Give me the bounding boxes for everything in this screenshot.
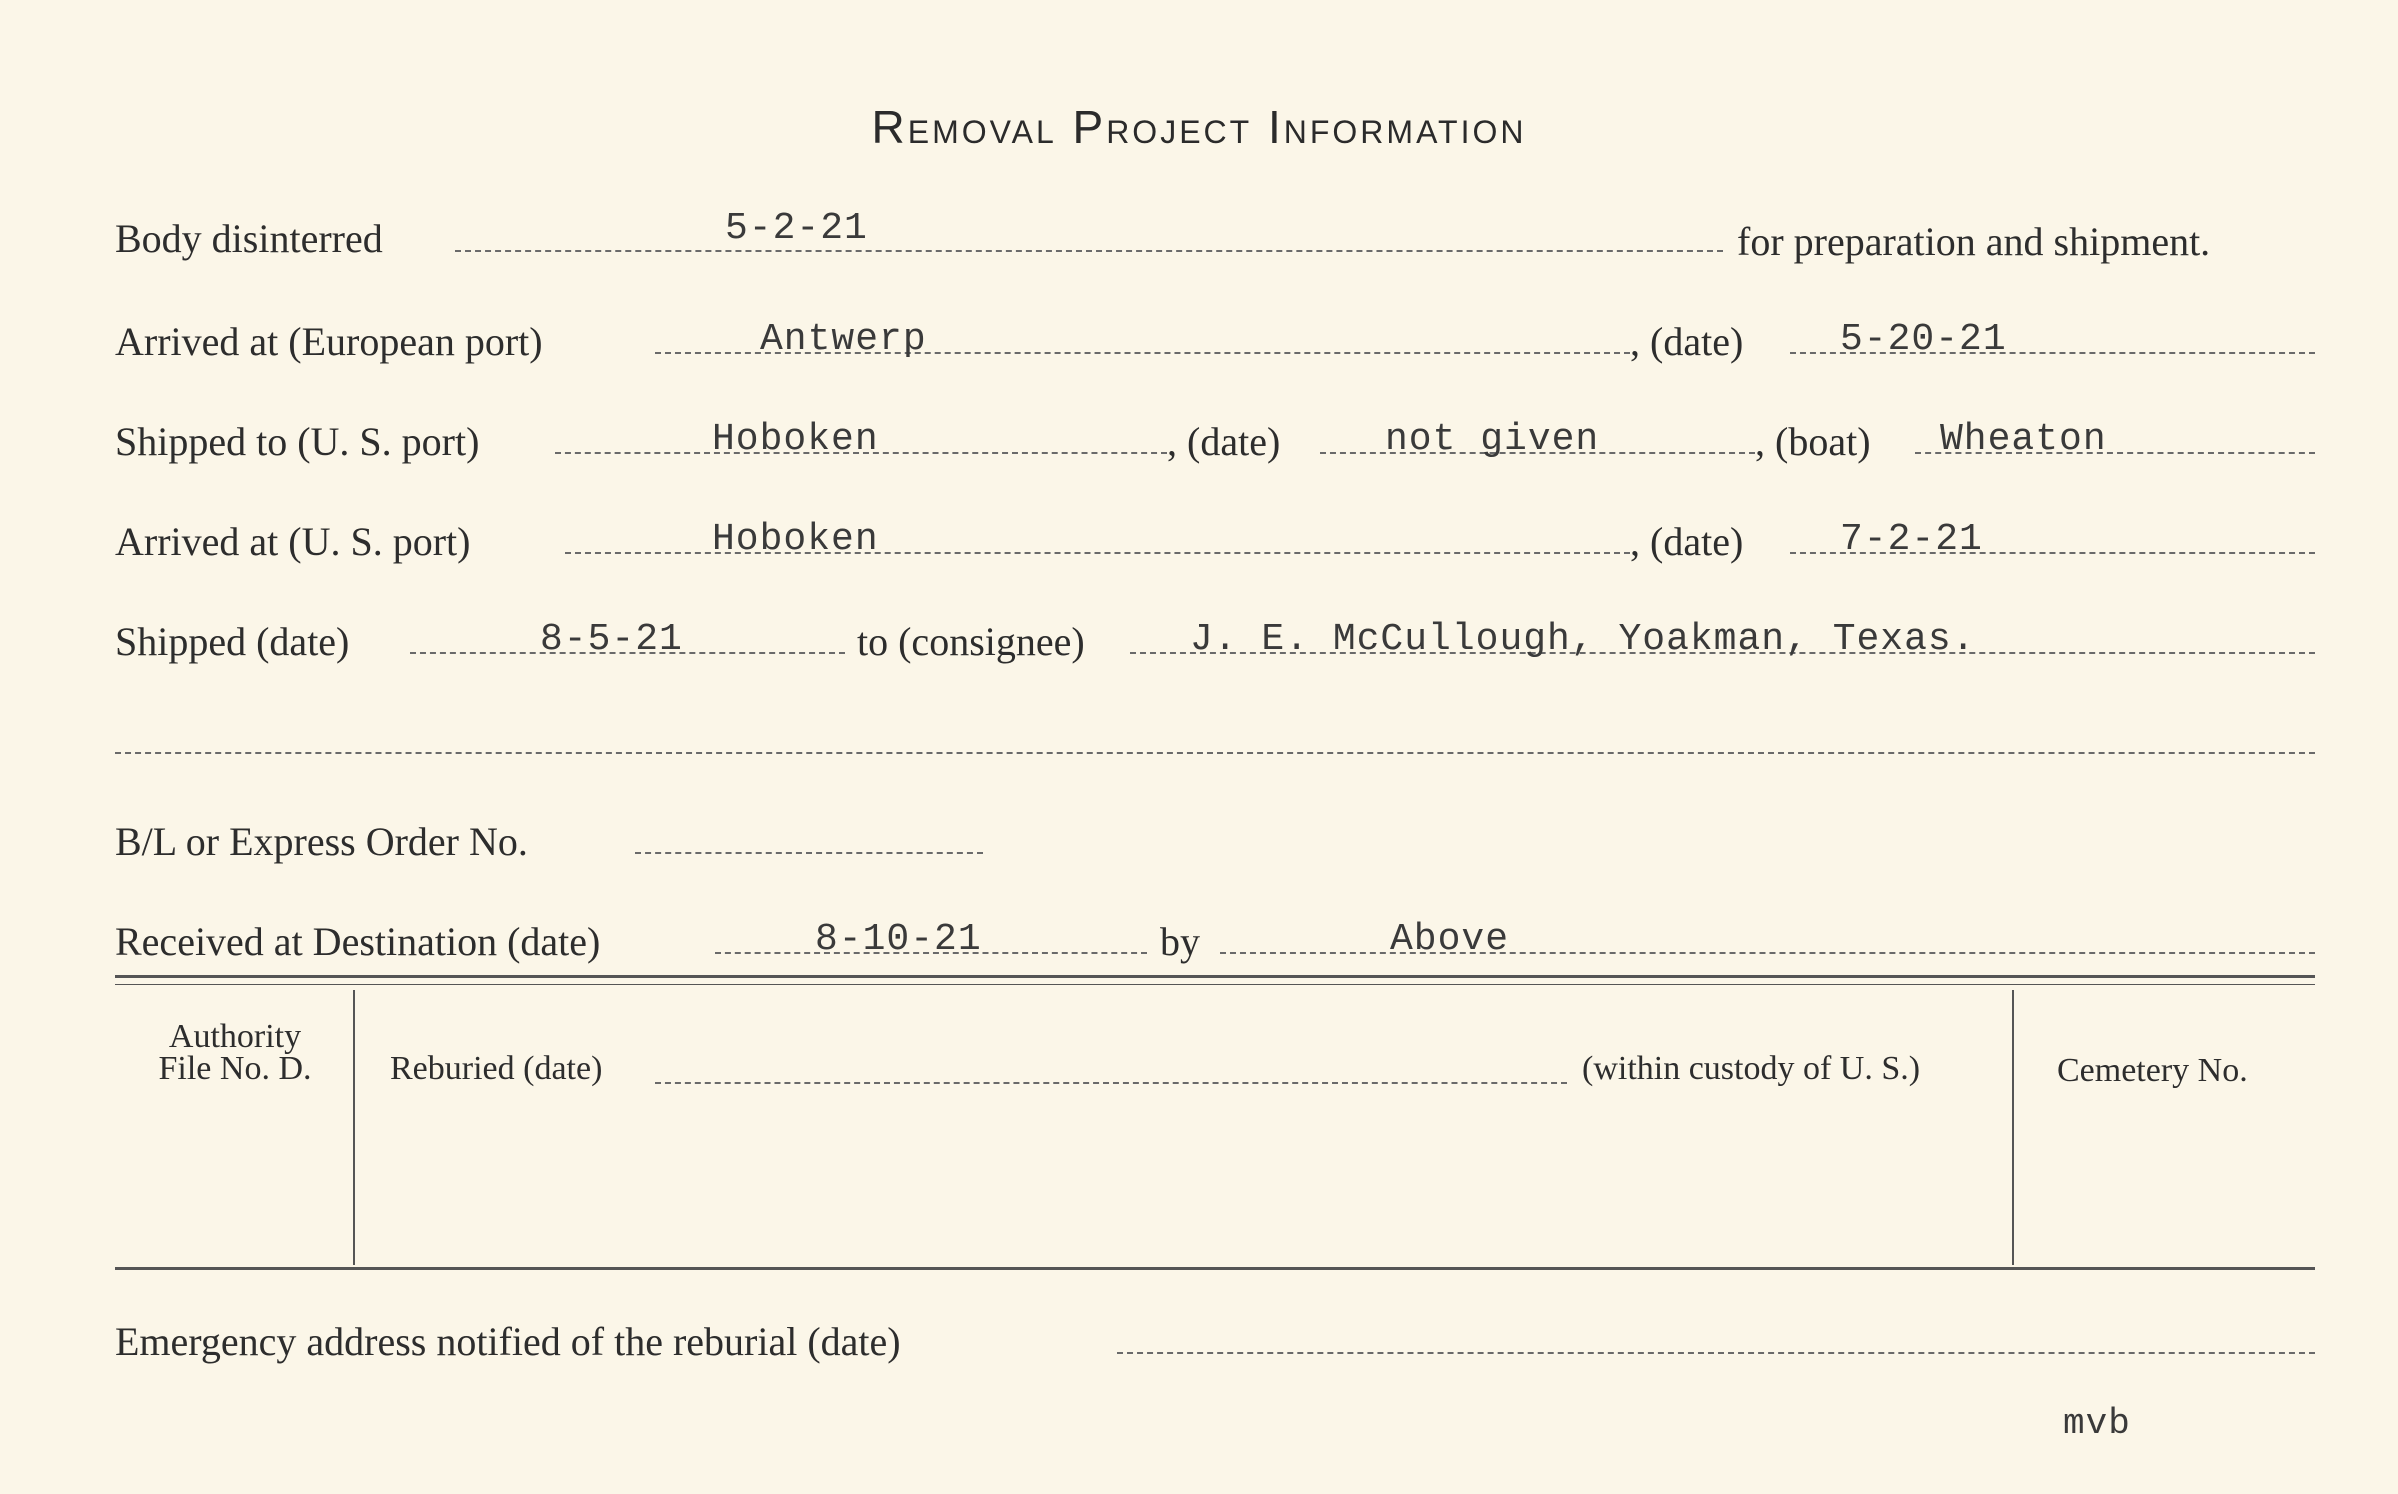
consignee-value: J. E. McCullough, Yoakman, Texas.: [1190, 618, 1976, 661]
bl-label: B/L or Express Order No.: [115, 819, 528, 864]
shipped-us-date-label: , (date): [1167, 419, 1281, 464]
consignee-label: to (consignee): [857, 619, 1085, 664]
table-divider-right: [2012, 990, 2014, 1265]
arrived-us-label: Arrived at (U. S. port): [115, 519, 471, 564]
custody-label: (within custody of U. S.): [1582, 1050, 1921, 1087]
shipped-us-date-value: not given: [1385, 418, 1600, 461]
european-date-value: 5-20-21: [1840, 318, 2007, 361]
disinterred-value: 5-2-21: [725, 207, 868, 250]
european-port-value: Antwerp: [760, 318, 927, 361]
emergency-label: Emergency address notified of the reburial (date): [115, 1319, 901, 1364]
arrived-us-value: Hoboken: [712, 518, 879, 561]
table-bottom-rule: [115, 1267, 2315, 1270]
authority-label-line1: Authority: [168, 1018, 302, 1055]
received-by-label: by: [1160, 919, 1200, 964]
received-date-value: 8-10-21: [815, 918, 982, 961]
clerk-initials: mvb: [2063, 1403, 2131, 1444]
european-port-label: Arrived at (European port): [115, 319, 543, 364]
bl-line: [635, 852, 983, 854]
boat-label: , (boat): [1755, 419, 1871, 464]
boat-value: Wheaton: [1940, 418, 2107, 461]
shipped-us-label: Shipped to (U. S. port): [115, 419, 480, 464]
shipped-date-label: Shipped (date): [115, 619, 350, 664]
received-by-value: Above: [1390, 918, 1510, 961]
blank-line: [115, 752, 2315, 754]
disinterred-suffix: for preparation and shipment.: [1737, 219, 2211, 264]
received-label: Received at Destination (date): [115, 919, 601, 964]
table-top-rule-thin: [115, 984, 2315, 985]
european-date-label: , (date): [1630, 319, 1744, 364]
shipped-us-value: Hoboken: [712, 418, 879, 461]
arrived-us-date-value: 7-2-21: [1840, 518, 1983, 561]
received-by-line: [1220, 952, 2315, 954]
card-title: Removal Project Information: [871, 101, 1527, 153]
emergency-line: [1117, 1352, 2315, 1354]
table-divider-left: [353, 990, 355, 1265]
disinterred-line: [455, 250, 1723, 252]
shipped-date-value: 8-5-21: [540, 618, 683, 661]
disinterred-label: Body disinterred: [115, 216, 383, 261]
cemetery-label: Cemetery No.: [2057, 1052, 2248, 1089]
reburied-label: Reburied (date): [390, 1050, 603, 1087]
authority-label-line2: File No. D.: [158, 1050, 312, 1087]
reburied-line: [655, 1082, 1567, 1084]
table-top-rule: [115, 975, 2315, 978]
arrived-us-date-label: , (date): [1630, 519, 1744, 564]
